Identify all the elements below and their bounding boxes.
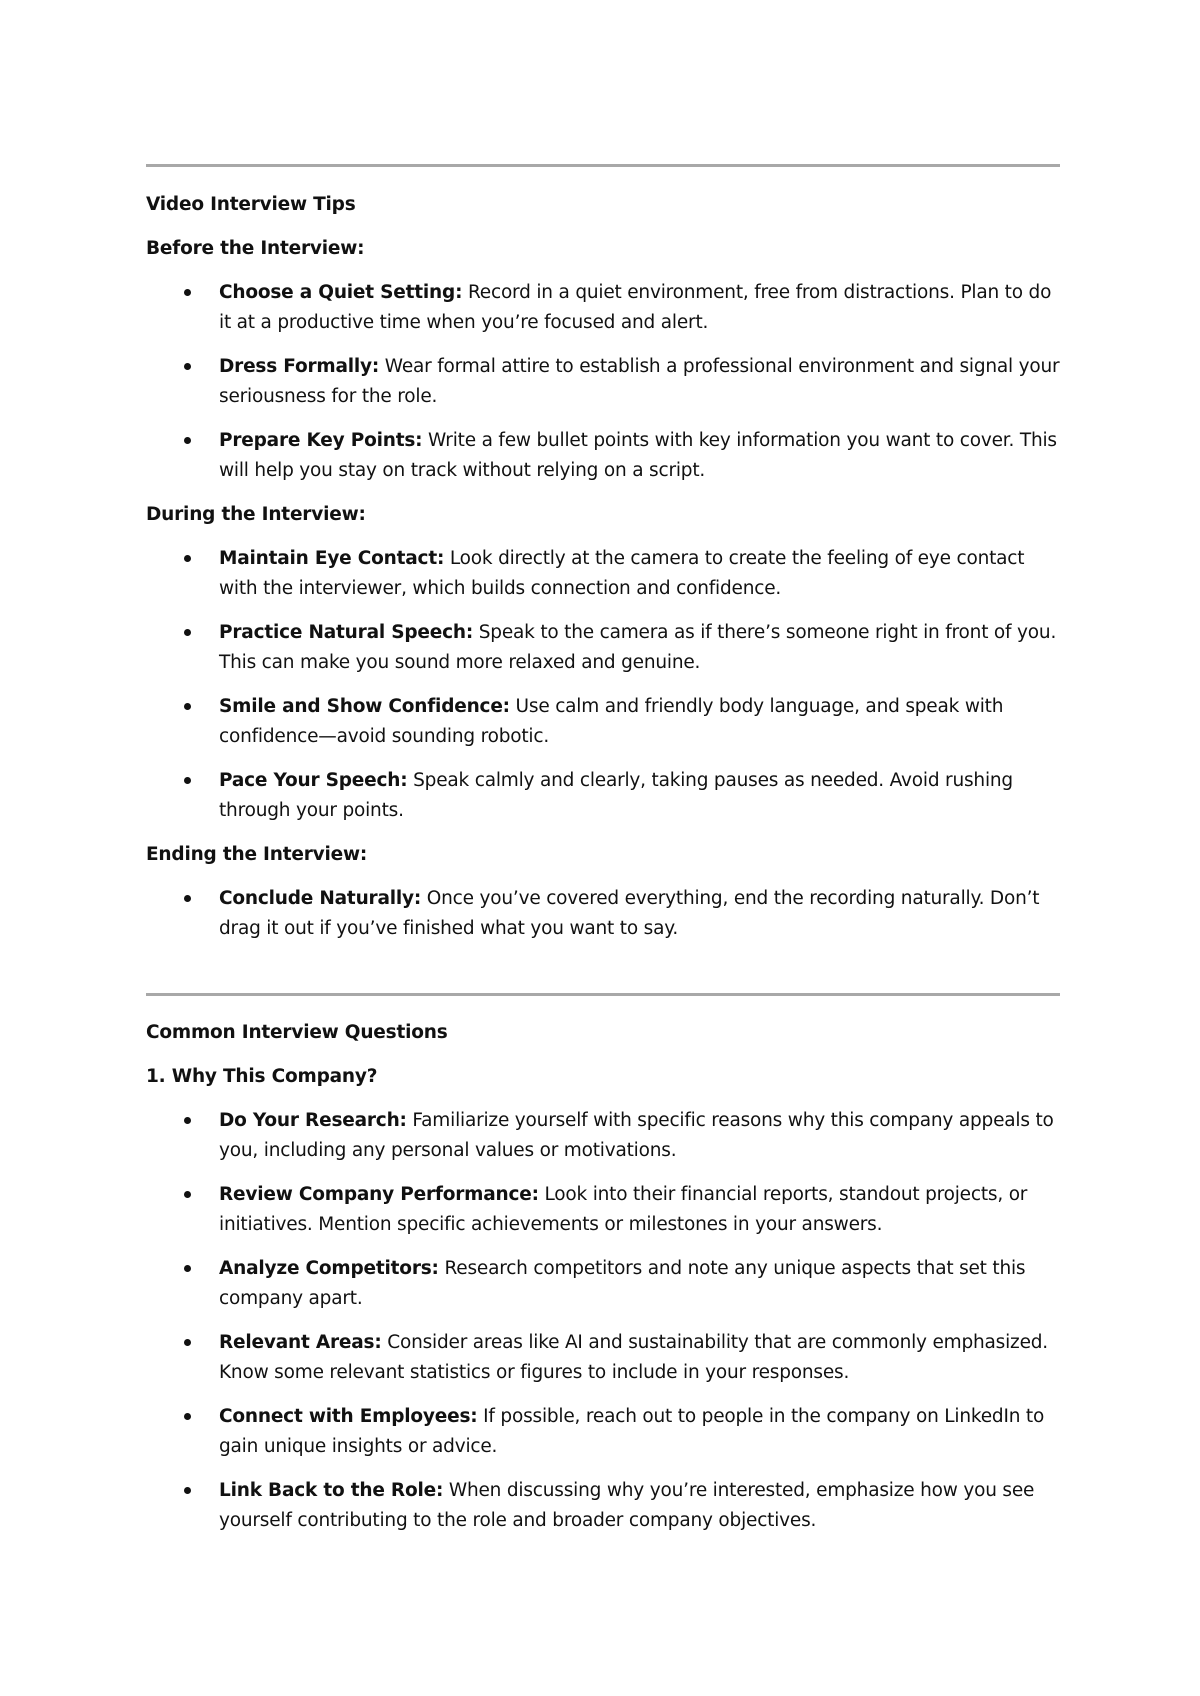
bullet-icon — [184, 555, 191, 562]
horizontal-rule-middle — [146, 993, 1060, 996]
group-heading-ending: Ending the Interview: — [146, 844, 368, 865]
item-text: Record in a quiet environment, free from distractions. Plan to do it at a productive time when you’re focused and alert. — [219, 282, 1052, 333]
item-text: Look into their financial reports, standout projects, or initiatives. Mention specific achievements or milestones in your answers. — [219, 1184, 1028, 1235]
bullet-list-during — [146, 544, 1060, 825]
item-term: Practice Natural Speech: — [219, 622, 474, 643]
bullet-icon — [184, 629, 191, 636]
list-item — [146, 1402, 1060, 1461]
item-text: Look directly at the camera to create the feeling of eye contact with the interviewer, which builds connection and confidence. — [219, 548, 1025, 599]
item-text: Familiarize yourself with specific reasons why this company appeals to you, including any personal values or motivations. — [219, 1110, 1054, 1161]
group-heading-during: During the Interview: — [146, 504, 366, 525]
horizontal-rule-top — [146, 164, 1060, 167]
section-common-questions — [146, 1018, 1060, 1550]
item-text: Wear formal attire to establish a professional environment and signal your seriousness for the role. — [219, 356, 1060, 407]
list-item — [146, 426, 1060, 485]
item-text: Speak to the camera as if there’s someone right in front of you. This can make you sound more relaxed and genuine. — [219, 622, 1057, 673]
list-item — [146, 884, 1060, 943]
list-item — [146, 1106, 1060, 1165]
list-item — [146, 1476, 1060, 1535]
list-item — [146, 352, 1060, 411]
section-title: Video Interview Tips — [146, 194, 356, 215]
bullet-icon — [184, 1339, 191, 1346]
item-term: Dress Formally: — [219, 356, 380, 377]
item-term: Pace Your Speech: — [219, 770, 408, 791]
item-term: Maintain Eye Contact: — [219, 548, 445, 569]
bullet-icon — [184, 1413, 191, 1420]
item-term: Do Your Research: — [219, 1110, 407, 1131]
item-term: Link Back to the Role: — [219, 1480, 444, 1501]
item-term: Choose a Quiet Setting: — [219, 282, 463, 303]
bullet-icon — [184, 1191, 191, 1198]
item-text: When discussing why you’re interested, emphasize how you see yourself contributing to the role and broader company objectives. — [219, 1480, 1035, 1531]
item-term: Analyze Competitors: — [219, 1258, 439, 1279]
item-text: Use calm and friendly body language, and speak with confidence—avoid sounding robotic. — [219, 696, 1004, 747]
list-item — [146, 1180, 1060, 1239]
list-item — [146, 692, 1060, 751]
item-text: Consider areas like AI and sustainability that are commonly emphasized. Know some relevant statistics or figures to include in your responses. — [219, 1332, 1048, 1383]
bullet-icon — [184, 703, 191, 710]
item-text: Speak calmly and clearly, taking pauses as needed. Avoid rushing through your points. — [219, 770, 1013, 821]
bullet-icon — [184, 777, 191, 784]
list-item — [146, 278, 1060, 337]
item-term: Smile and Show Confidence: — [219, 696, 510, 717]
item-text: If possible, reach out to people in the company on LinkedIn to gain unique insights or advice. — [219, 1406, 1045, 1457]
bullet-icon — [184, 1117, 191, 1124]
bullet-icon — [184, 437, 191, 444]
list-item — [146, 544, 1060, 603]
bullet-icon — [184, 289, 191, 296]
bullet-icon — [184, 895, 191, 902]
item-text: Once you’ve covered everything, end the recording naturally. Don’t drag it out if you’ve finished what you want to say. — [219, 888, 1040, 939]
item-term: Conclude Naturally: — [219, 888, 422, 909]
item-text: Research competitors and note any unique aspects that set this company apart. — [219, 1258, 1026, 1309]
list-item — [146, 1254, 1060, 1313]
item-term: Relevant Areas: — [219, 1332, 382, 1353]
item-term: Prepare Key Points: — [219, 430, 423, 451]
bullet-list-ending — [146, 884, 1060, 943]
list-item — [146, 766, 1060, 825]
group-heading-before: Before the Interview: — [146, 238, 365, 259]
section-title: Common Interview Questions — [146, 1022, 448, 1043]
list-item — [146, 1328, 1060, 1387]
section-video-interview-tips — [146, 190, 1060, 958]
bullet-icon — [184, 363, 191, 370]
bullet-list-why-company — [146, 1106, 1060, 1535]
bullet-icon — [184, 1265, 191, 1272]
bullet-list-before — [146, 278, 1060, 485]
item-term: Review Company Performance: — [219, 1184, 539, 1205]
list-item — [146, 618, 1060, 677]
group-heading-why-company: 1. Why This Company? — [146, 1066, 378, 1087]
bullet-icon — [184, 1487, 191, 1494]
item-term: Connect with Employees: — [219, 1406, 478, 1427]
item-text: Write a few bullet points with key information you want to cover. This will help you stay on track without relying on a script. — [219, 430, 1057, 481]
